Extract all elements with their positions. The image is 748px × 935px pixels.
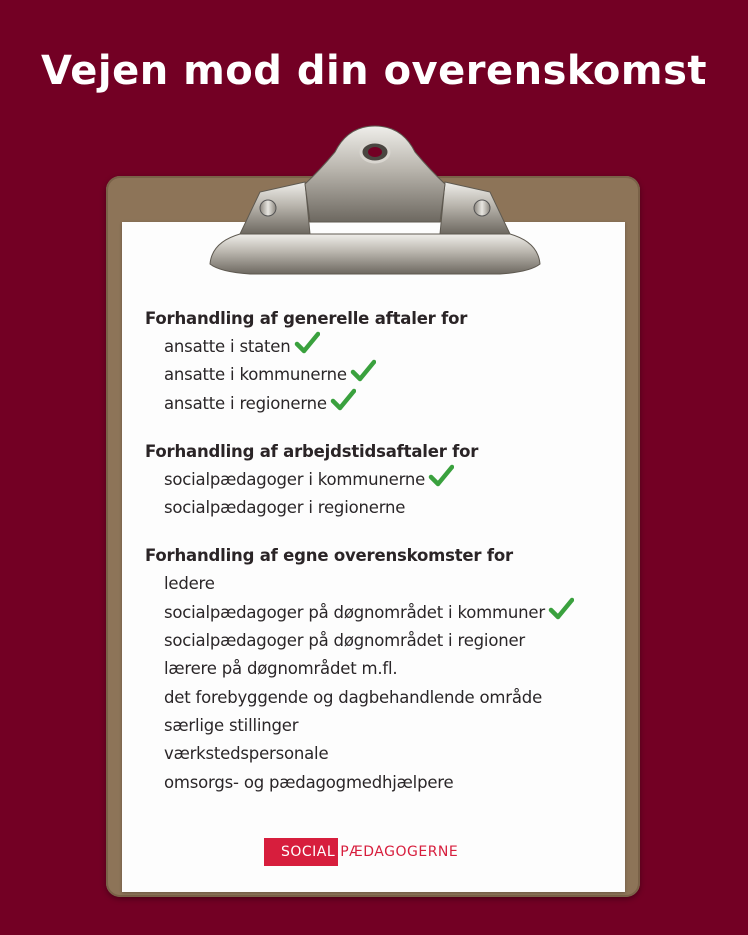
- checklist-item-label: det forebyggende og dagbehandlende område: [164, 687, 543, 707]
- section-heading: Forhandling af generelle aftaler for: [145, 309, 468, 328]
- checklist-section: [145, 438, 615, 523]
- checklist-item: [145, 769, 615, 797]
- checkmark-icon: [330, 387, 356, 413]
- checkmark-icon: [548, 596, 574, 622]
- checklist-item-label: socialpædagoger på døgnområdet i regioner: [164, 631, 526, 651]
- checklist-item-label: særlige stillinger: [164, 715, 299, 735]
- checklist-item-label: socialpædagoger i regionerne: [164, 498, 406, 518]
- checklist-item-label: socialpædagoger i kommunerne: [164, 469, 426, 489]
- checkmark-icon: [350, 358, 376, 384]
- checkmark-icon: [428, 463, 454, 489]
- checklist-item-label: omsorgs- og pædagogmedhjælpere: [164, 772, 454, 792]
- checklist-item: [145, 494, 615, 522]
- checklist-item: [145, 390, 615, 418]
- section-heading: Forhandling af arbejdstidsaftaler for: [145, 441, 479, 461]
- page-title: Vejen mod din overenskomst: [40, 48, 708, 94]
- checklist-item-label: socialpædagoger på døgnområdet i kommuner: [164, 602, 545, 622]
- section-heading: Forhandling af egne overenskomster for: [145, 546, 513, 566]
- clipboard-clip: [200, 122, 550, 282]
- checklist-item: [145, 712, 615, 740]
- checklist-item-label: lærere på døgnområdet m.fl.: [164, 659, 398, 679]
- checklist-item-label: ledere: [164, 574, 215, 594]
- checklist-item: [145, 599, 615, 627]
- checklist-item: [145, 570, 615, 598]
- logo-part-paedagogerne: PÆDAGOGERNE: [340, 844, 459, 860]
- checklist-item-label: ansatte i staten: [164, 337, 291, 356]
- checklist-item-label: værkstedspersonale: [164, 744, 329, 764]
- logo-part-social: SOCIAL: [264, 838, 338, 866]
- checklist-item: [145, 361, 615, 389]
- checklist-item: [145, 466, 615, 494]
- socialpaedagogerne-logo: [264, 838, 458, 866]
- checkmark-icon: [294, 330, 320, 356]
- checklist-section: [145, 542, 615, 796]
- checklist-section: [145, 305, 615, 418]
- checklist-item-label: ansatte i regionerne: [164, 393, 327, 413]
- checklist-item: [145, 684, 615, 712]
- checklist-item: [145, 655, 615, 683]
- checklist: [145, 305, 615, 817]
- checklist-item: [145, 333, 615, 361]
- checklist-item: [145, 627, 615, 655]
- checklist-item-label: ansatte i kommunerne: [164, 365, 347, 385]
- checklist-item: [145, 740, 615, 768]
